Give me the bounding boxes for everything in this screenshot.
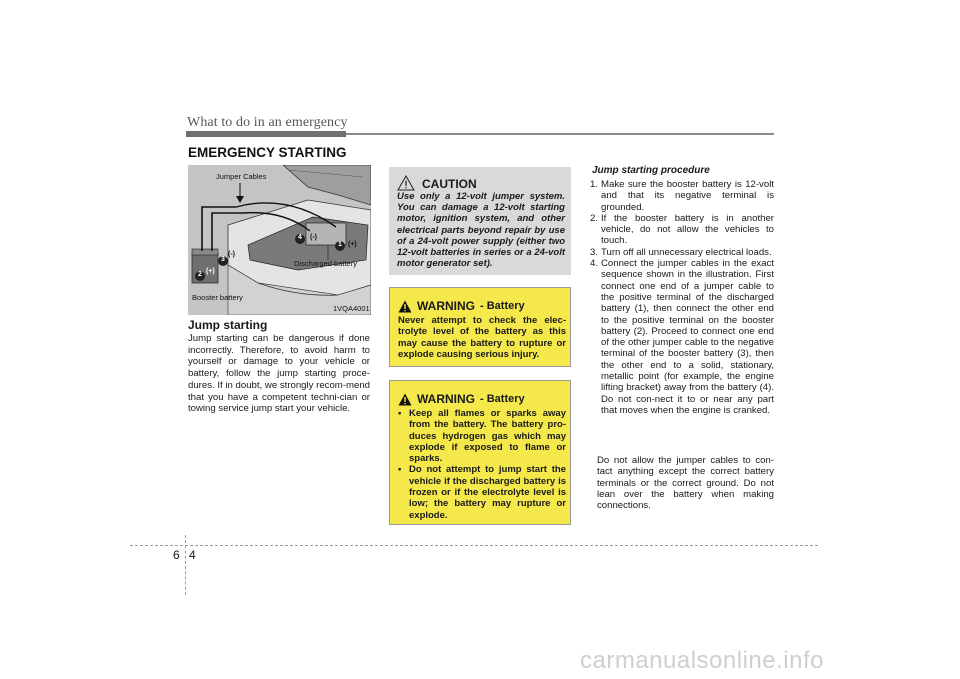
jump-start-illustration bbox=[188, 165, 371, 315]
page-number: 4 bbox=[189, 548, 196, 562]
warning-title: WARNING bbox=[417, 299, 475, 313]
label-jumper-cables: Jumper Cables bbox=[216, 172, 267, 181]
procedure-note: Do not allow the jumper cables to con-tact anything except the correct battery terminals or the correct ground. Do not lean over the battery when making connections. bbox=[597, 455, 774, 512]
callout-1: 1 bbox=[338, 241, 342, 248]
warning-header bbox=[398, 299, 525, 313]
procedure-step: 2. If the booster battery is in another vehicle, do not allow the vehicles to touch. bbox=[590, 212, 774, 247]
caution-icon bbox=[397, 175, 415, 191]
procedure-title: Jump starting procedure bbox=[592, 165, 710, 176]
warning-icon bbox=[398, 300, 412, 313]
caution-body: Use only a 12-volt jumper system. You can damage a 12-volt starting motor, ignition system, and other electrical parts beyond repair by use of a 24-volt power supply (either two 12-volt batteries in series or a 24-volt motor generator set). bbox=[397, 191, 565, 270]
procedure-step: 4. Connect the jumper cables in the exact sequence shown in the illustration. First connect one end of a jumper cable to the positive terminal of the discharged battery (1), then connect the other end to the positive terminal on the booster battery (2). Proceed to connect one end of the other jumper cable to the negative terminal of the booster battery (3), then the other end to a solid, stationary, metallic point (for example, the engine lifting bracket) away from the battery (4). Do not con-nect it to or near any part that moves when the engine is cranked. bbox=[590, 258, 774, 416]
warning-list-item: • Keep all flames or sparks away from the battery. The battery pro-duces hydrogen gas which may explode if exposed to flame or sparks. bbox=[398, 408, 566, 465]
sign-positive-2: (+) bbox=[206, 268, 215, 275]
warning-body: Never attempt to check the elec-trolyte level of the battery as this may cause the battery to rupture or explode causing serious injury. bbox=[398, 315, 566, 360]
warning-list-item: • Do not attempt to jump start the vehicle if the discharged battery is frozen or if the electrolyte level is low; the battery may rupture or explode. bbox=[398, 464, 566, 521]
label-booster-battery: Booster battery bbox=[192, 293, 243, 302]
footer-divider bbox=[185, 535, 186, 595]
section-title: EMERGENCY STARTING bbox=[188, 145, 347, 160]
callout-2: 2 bbox=[198, 271, 202, 278]
procedure-step: 1. Make sure the booster battery is 12-volt and that its negative terminal is grounded. bbox=[590, 179, 774, 213]
callout-4: 4 bbox=[298, 234, 302, 241]
warning-title: WARNING bbox=[417, 392, 475, 406]
warning-subtitle: - Battery bbox=[480, 300, 525, 312]
jump-starting-body: Jump starting can be dangerous if done incorrectly. Therefore, to avoid harm to yourself or damage to your vehicle or battery, follow the jump starting proce-dures. If in doubt, we strongly recom-mend that you have a competent techni-cian or towing service jump start your vehicle. bbox=[188, 333, 370, 415]
warning-subtitle: - Battery bbox=[480, 393, 525, 405]
sign-positive-1: (+) bbox=[348, 241, 357, 248]
caution-box bbox=[389, 167, 571, 275]
jump-starting-title: Jump starting bbox=[188, 318, 268, 332]
figure-code: 1VQA4001 bbox=[333, 304, 370, 313]
caution-title: CAUTION bbox=[422, 177, 477, 191]
warning-header bbox=[398, 392, 525, 406]
procedure-step: 3. Turn off all unnecessary electrical loads. bbox=[590, 246, 772, 258]
bullet-icon: • bbox=[398, 408, 402, 419]
footer-rule bbox=[130, 545, 818, 546]
bullet-icon: • bbox=[398, 464, 402, 476]
label-discharged-battery: Discharged battery bbox=[294, 259, 357, 268]
warning-list bbox=[398, 408, 566, 521]
callout-3: 3 bbox=[221, 256, 225, 263]
warning-box-flames bbox=[389, 380, 571, 525]
procedure-steps bbox=[590, 179, 774, 416]
sign-negative-4: (-) bbox=[310, 234, 317, 241]
chapter-title: What to do in an emergency bbox=[187, 115, 348, 130]
chapter-number: 6 bbox=[173, 548, 180, 562]
sign-negative-3: (-) bbox=[228, 251, 235, 258]
warning-icon bbox=[398, 393, 412, 406]
watermark: carmanualsonline.info bbox=[580, 647, 824, 674]
header-tab bbox=[186, 131, 346, 137]
warning-box-electrolyte bbox=[389, 287, 571, 367]
